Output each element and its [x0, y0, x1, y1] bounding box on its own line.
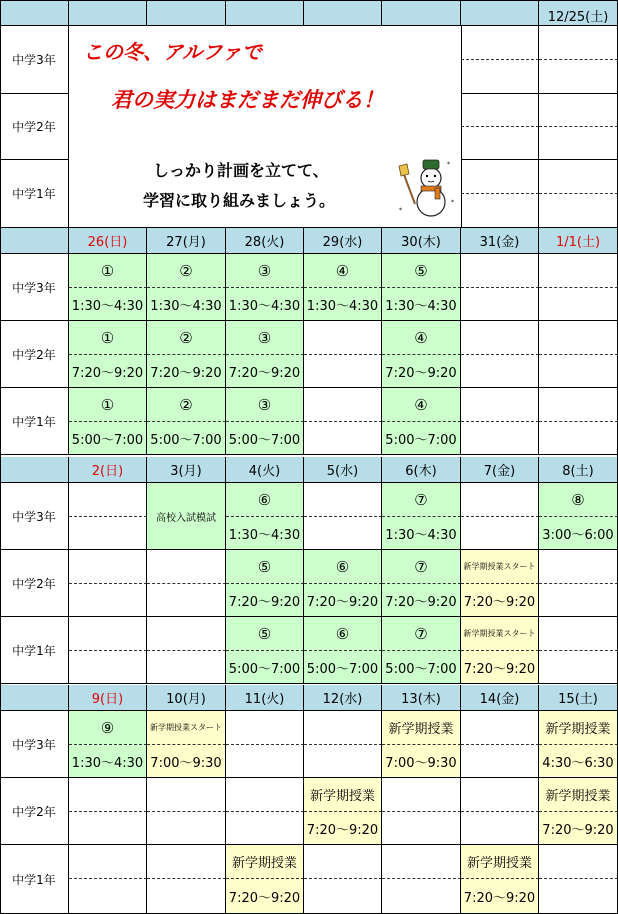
schedule-cell-time: [69, 879, 147, 914]
schedule-cell-time: [461, 745, 539, 778]
schedule-cell-session: [539, 321, 618, 355]
schedule-cell-time: 7:20～9:20: [382, 584, 461, 617]
grade-label: 中学3年: [0, 26, 69, 94]
day-header: 11(火): [226, 685, 304, 711]
day-header: 8(土): [539, 457, 618, 483]
schedule-cell-session: ⑦: [382, 617, 461, 651]
schedule-cell-time: 5:00～7:00: [382, 651, 461, 684]
day-header: 15(土): [539, 685, 618, 711]
grade-label: 中学2年: [0, 778, 69, 845]
schedule-cell-top: [461, 26, 539, 60]
schedule-cell-time: [147, 812, 226, 845]
schedule-cell-session: ⑥: [304, 550, 382, 584]
grade-label: 中学1年: [0, 160, 69, 228]
grade-label: 中学3年: [0, 711, 69, 778]
schedule-cell-time: 1:30～4:30: [382, 517, 461, 550]
schedule-cell-time: [69, 517, 147, 550]
schedule-cell-session: ⑤: [226, 617, 304, 651]
top-date-header: 12/25(土): [539, 0, 618, 26]
week-header-blank: [0, 685, 69, 711]
schedule-cell-time: 7:20～9:20: [539, 812, 618, 845]
schedule-cell-time: 7:20～9:20: [226, 584, 304, 617]
schedule-cell-session: [461, 711, 539, 745]
schedule-cell-session: [382, 845, 461, 879]
schedule-cell-time: [147, 584, 226, 617]
header-blank: [69, 0, 147, 26]
schedule-cell-bottom: [461, 194, 539, 228]
schedule-cell-top: [461, 160, 539, 194]
schedule-cell-session: [147, 550, 226, 584]
schedule-cell-time: 7:20～9:20: [147, 355, 226, 388]
schedule-cell-session: [69, 617, 147, 651]
schedule-cell-time: 5:00～7:00: [304, 651, 382, 684]
schedule-cell-time: 1:30～4:30: [69, 288, 147, 321]
schedule-cell-time: [147, 651, 226, 684]
schedule-cell-time: 7:20～9:20: [226, 879, 304, 914]
schedule-cell-bottom: [539, 60, 618, 94]
schedule-cell-session: 新学期授業: [226, 845, 304, 879]
day-header: 26(日): [69, 228, 147, 254]
schedule-cell-session: ⑦: [382, 483, 461, 517]
schedule-cell-session: [304, 845, 382, 879]
schedule-cell-session: [226, 711, 304, 745]
schedule-cell-session: ⑨: [69, 711, 147, 745]
schedule-cell-session: 新学期授業: [539, 778, 618, 812]
week-header-blank: [0, 228, 69, 254]
day-header: 6(木): [382, 457, 461, 483]
schedule-cell-time: 5:00～7:00: [147, 422, 226, 455]
schedule-cell-session: 新学期授業スタート: [147, 711, 226, 745]
schedule-cell-session: 新学期授業: [382, 711, 461, 745]
schedule-cell-time: [539, 355, 618, 388]
week-header-blank: [0, 457, 69, 483]
schedule-cell-session: [69, 483, 147, 517]
day-header: 10(月): [147, 685, 226, 711]
schedule-cell-time: [461, 812, 539, 845]
day-header: 7(金): [461, 457, 539, 483]
schedule-cell-time: [539, 288, 618, 321]
schedule-cell-session: ④: [382, 321, 461, 355]
day-header: 30(木): [382, 228, 461, 254]
schedule-cell-bottom: [539, 194, 618, 228]
schedule-cell-time: 7:00～9:30: [382, 745, 461, 778]
schedule-cell-time: [539, 422, 618, 455]
schedule-cell-time: [539, 879, 618, 914]
schedule-cell-time: [304, 355, 382, 388]
grade-label: 中学2年: [0, 550, 69, 617]
schedule-cell-time: 5:00～7:00: [69, 422, 147, 455]
schedule-cell-time: 3:00～6:00: [539, 517, 618, 550]
day-header: 12(水): [304, 685, 382, 711]
schedule-cell-session: ④: [382, 388, 461, 422]
schedule-cell-session: [304, 711, 382, 745]
day-header: 29(水): [304, 228, 382, 254]
schedule-cell-session: ②: [147, 321, 226, 355]
schedule-cell-session: ⑦: [382, 550, 461, 584]
schedule-cell-time: 7:00～9:30: [147, 745, 226, 778]
schedule-cell-time: 1:30～4:30: [226, 517, 304, 550]
schedule-cell-time: 1:30～4:30: [147, 288, 226, 321]
schedule-cell-session: ⑥: [304, 617, 382, 651]
schedule-cell-session: [539, 617, 618, 651]
schedule-cell-time: 7:20～9:20: [304, 812, 382, 845]
schedule-cell-session: ③: [226, 388, 304, 422]
schedule-cell-session: ②: [147, 254, 226, 288]
schedule-cell-time: [382, 879, 461, 914]
svg-text:*: *: [451, 199, 454, 206]
schedule-cell-session: ①: [69, 321, 147, 355]
svg-text:*: *: [447, 161, 450, 168]
day-header: 13(木): [382, 685, 461, 711]
schedule-cell-session: [147, 617, 226, 651]
grade-label: 中学2年: [0, 321, 69, 388]
schedule-cell-session: 新学期授業スタート: [461, 550, 539, 584]
header-blank: [304, 0, 382, 26]
schedule-cell-time: 7:20～9:20: [304, 584, 382, 617]
schedule-cell-session: [539, 845, 618, 879]
schedule-cell-session: 新学期授業: [461, 845, 539, 879]
schedule-cell-session: [147, 845, 226, 879]
header-blank: [147, 0, 226, 26]
schedule-cell-bottom: [461, 127, 539, 160]
schedule-cell-time: [226, 812, 304, 845]
schedule-cell-session: [304, 388, 382, 422]
day-header: 5(水): [304, 457, 382, 483]
day-header: 14(金): [461, 685, 539, 711]
schedule-cell-time: 7:20～9:20: [461, 584, 539, 617]
day-header: 28(火): [226, 228, 304, 254]
banner-message-2: 学習に取り組みましょう。: [143, 191, 336, 210]
schedule-cell-session: [69, 550, 147, 584]
schedule-cell-bottom: [539, 127, 618, 160]
schedule-cell-time: 1:30～4:30: [382, 288, 461, 321]
schedule-cell-time: [461, 422, 539, 455]
grade-label: 中学1年: [0, 617, 69, 684]
schedule-cell-time: [304, 879, 382, 914]
schedule-cell-session: [461, 254, 539, 288]
header-blank: [461, 0, 539, 26]
schedule-cell-session: ①: [69, 388, 147, 422]
schedule-cell-session: ③: [226, 321, 304, 355]
grade-label: 中学2年: [0, 94, 69, 160]
schedule-cell-time: [304, 517, 382, 550]
schedule-cell-time: [304, 422, 382, 455]
schedule-cell-session: [539, 550, 618, 584]
schedule-cell-session: ⑤: [226, 550, 304, 584]
schedule-cell-session: 新学期授業: [539, 711, 618, 745]
schedule-cell-time: 7:20～9:20: [69, 355, 147, 388]
banner-slogan: 君の実力はまだまだ伸びる！: [111, 88, 384, 112]
schedule-cell-time: 5:00～7:00: [226, 651, 304, 684]
grade-label: 中学3年: [0, 254, 69, 321]
snowman-icon: [397, 152, 457, 222]
schedule-cell-time: 4:30～6:30: [539, 745, 618, 778]
schedule-cell-session: ③: [226, 254, 304, 288]
grade-label: 中学3年: [0, 483, 69, 550]
schedule-cell-session: [304, 321, 382, 355]
schedule-cell-session: [461, 388, 539, 422]
day-header: 3(月): [147, 457, 226, 483]
schedule-cell-session: [539, 388, 618, 422]
day-header: 4(火): [226, 457, 304, 483]
day-header: 1/1(土): [539, 228, 618, 254]
schedule-cell-time: [461, 288, 539, 321]
grade-label: 中学1年: [0, 388, 69, 455]
schedule-cell-time: 1:30～4:30: [304, 288, 382, 321]
schedule-cell-time: [147, 879, 226, 914]
schedule-cell-time: 7:20～9:20: [382, 355, 461, 388]
schedule-cell-top: [539, 26, 618, 60]
schedule-cell-time: 1:30～4:30: [69, 745, 147, 778]
schedule-cell-merged: 高校入試模試: [147, 483, 226, 550]
grade-label: 中学1年: [0, 845, 69, 914]
schedule-cell-session: 新学期授業スタート: [461, 617, 539, 651]
schedule-cell-time: [69, 812, 147, 845]
day-header: 31(金): [461, 228, 539, 254]
schedule-cell-session: ①: [69, 254, 147, 288]
header-blank: [226, 0, 304, 26]
schedule-cell-time: [304, 745, 382, 778]
schedule-cell-time: [461, 355, 539, 388]
schedule-cell-session: [461, 483, 539, 517]
banner-message-1: しっかり計画を立てて、: [153, 161, 329, 180]
schedule-cell-session: [69, 778, 147, 812]
schedule-cell-session: [147, 778, 226, 812]
schedule-cell-session: ⑤: [382, 254, 461, 288]
schedule-cell-time: [539, 651, 618, 684]
schedule-cell-time: [382, 812, 461, 845]
schedule-cell-session: ④: [304, 254, 382, 288]
schedule-cell-time: [69, 651, 147, 684]
schedule-cell-session: ⑧: [539, 483, 618, 517]
schedule-cell-bottom: [461, 60, 539, 94]
day-header: 2(日): [69, 457, 147, 483]
schedule-cell-time: [461, 517, 539, 550]
schedule-cell-time: 5:00～7:00: [382, 422, 461, 455]
schedule-cell-top: [539, 94, 618, 127]
schedule-cell-session: ②: [147, 388, 226, 422]
header-blank: [382, 0, 461, 26]
schedule-cell-session: 新学期授業: [304, 778, 382, 812]
schedule-cell-time: 5:00～7:00: [226, 422, 304, 455]
schedule-cell-time: 1:30～4:30: [226, 288, 304, 321]
schedule-cell-session: ⑥: [226, 483, 304, 517]
day-header: 9(日): [69, 685, 147, 711]
schedule-cell-time: 7:20～9:20: [226, 355, 304, 388]
schedule-cell-session: [226, 778, 304, 812]
schedule-cell-time: 7:20～9:20: [461, 879, 539, 914]
schedule-cell-time: 7:20～9:20: [461, 651, 539, 684]
schedule-cell-session: [539, 254, 618, 288]
day-header: 27(月): [147, 228, 226, 254]
schedule-cell-top: [461, 94, 539, 127]
schedule-cell-time: [69, 584, 147, 617]
header-blank: [0, 0, 69, 26]
schedule-cell-time: [226, 745, 304, 778]
schedule-cell-session: [382, 778, 461, 812]
schedule-cell-top: [539, 160, 618, 194]
banner: [69, 26, 462, 228]
svg-text:*: *: [399, 207, 402, 214]
schedule-cell-session: [304, 483, 382, 517]
schedule-cell-session: [461, 778, 539, 812]
schedule-cell-session: [461, 321, 539, 355]
banner-headline: この冬、アルファで: [83, 40, 262, 64]
schedule-cell-time: [539, 584, 618, 617]
schedule-cell-session: [69, 845, 147, 879]
